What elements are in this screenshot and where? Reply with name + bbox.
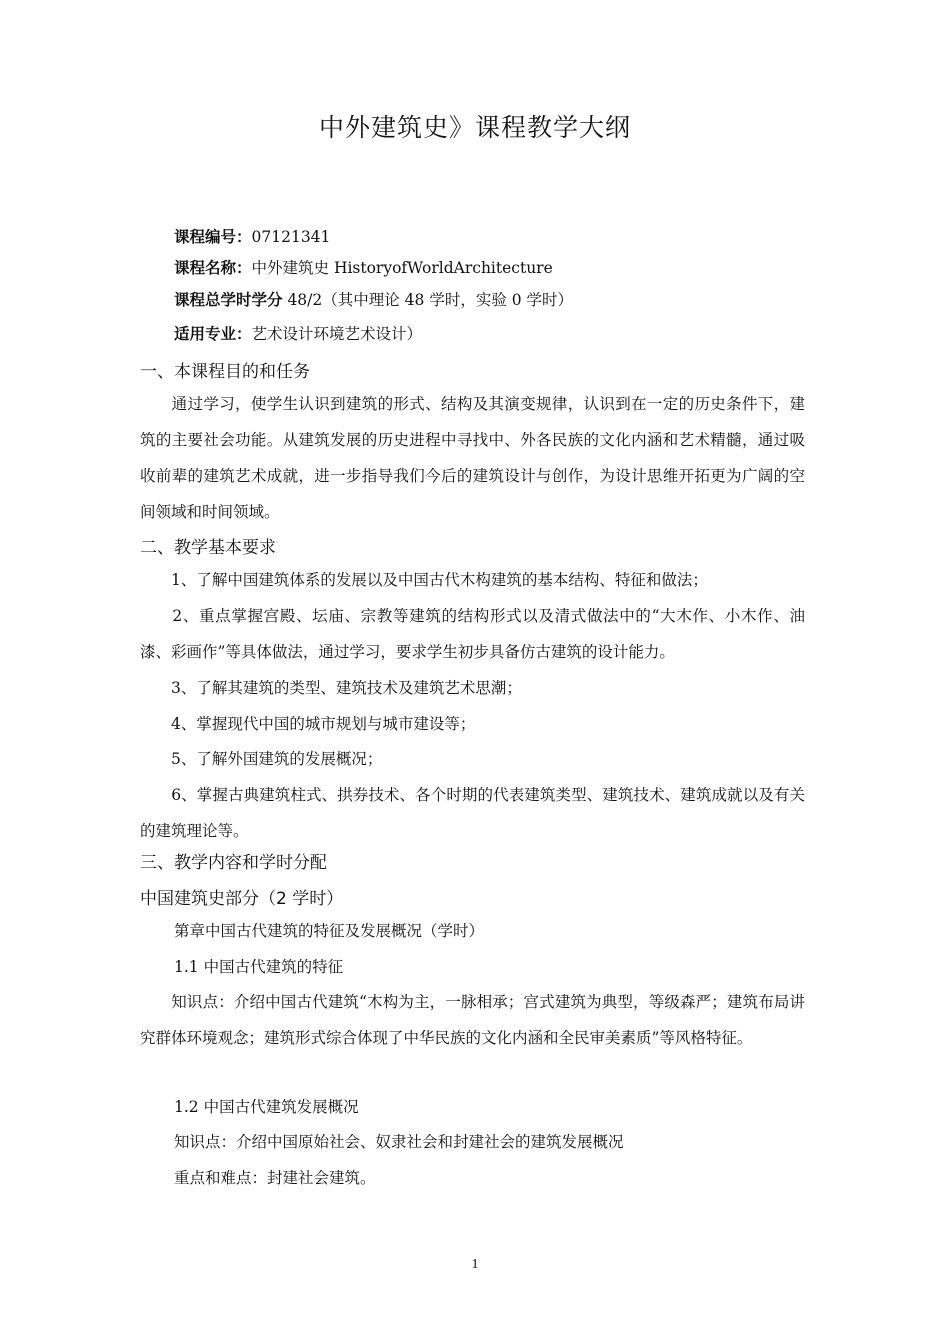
paragraph-purpose: 通过学习，使学生认识到建筑的形式、结构及其演变规律，认识到在一定的历史条件下，建筑的主要社会功能。从建筑发展的历史进程中寻找中、外各民族的文化内涵和艺术精髓，通过吸收前辈的建筑艺术成就，进一步指导我们今后的建筑设计与创作，为设计思维开拓更为广阔的空间领域和时间领域。 (140, 395, 805, 521)
requirement-item-4: 4、掌握现代中国的城市规划与城市建设等； (140, 715, 476, 733)
meta-label: 课程总学时学分 (174, 291, 283, 309)
subsection-1-2-key-points: 重点和难点：封建社会建筑。 (174, 1169, 376, 1187)
document-title: 中外建筑史》课程教学大纲 (318, 113, 631, 142)
requirement-item-3: 3、了解其建筑的类型、建筑技术及建筑艺术思潮； (140, 679, 522, 697)
meta-course-hours (174, 290, 573, 310)
subsection-title-1-1: 1.1 中国古代建筑的特征 (174, 958, 344, 976)
page-number: 1 (471, 1257, 479, 1272)
meta-major (174, 324, 422, 344)
subsection-1-1-knowledge: 知识点：介绍中国古代建筑“木构为主，一脉相承；宫式建筑为典型，等级森严；建筑布局讲究群体环境观念；建筑形式综合体现了中华民族的文化内涵和全民审美素质”等风格特征。 (140, 993, 805, 1047)
requirement-item-1: 1、了解中国建筑体系的发展以及中国古代木构建筑的基本结构、特征和做法； (140, 571, 708, 589)
chapter-title: 第章中国古代建筑的特征及发展概况（学时） (174, 922, 485, 940)
section-heading-content: 三、教学内容和学时分配 (140, 853, 327, 873)
requirement-item-6: 6、掌握古典建筑柱式、拱券技术、各个时期的代表建筑类型、建筑技术、建筑成就以及有关的建筑理论等。 (140, 786, 805, 840)
requirement-item-5: 5、了解外国建筑的发展概况； (140, 750, 383, 768)
requirement-item-2: 2、重点掌握宫殿、坛庙、宗教等建筑的结构形式以及清式做法中的“大木作、小木作、油漆、彩画作”等具体做法，通过学习，要求学生初步具备仿古建筑的设计能力。 (140, 607, 805, 661)
meta-value: 48/2（其中理论 48 学时，实验 0 学时） (282, 291, 574, 309)
subsection-1-2-knowledge: 知识点：介绍中国原始社会、奴隶社会和封建社会的建筑发展概况 (174, 1133, 624, 1151)
subsection-title-1-2: 1.2 中国古代建筑发展概况 (174, 1098, 359, 1116)
meta-value: 艺术设计环境艺术设计） (251, 325, 423, 343)
meta-label: 课程名称： (174, 259, 252, 277)
meta-course-code (174, 227, 330, 247)
section-heading-purpose: 一、本课程目的和任务 (140, 362, 310, 382)
meta-value: 中外建筑史 HistoryofWorldArchitecture (251, 259, 553, 277)
meta-label: 课程编号： (174, 228, 252, 246)
meta-label: 适用专业： (174, 325, 252, 343)
section-heading-requirements: 二、教学基本要求 (140, 538, 276, 558)
meta-value: 07121341 (251, 228, 331, 246)
part-heading-chinese-architecture: 中国建筑史部分（2 学时） (140, 889, 344, 909)
meta-course-name (174, 258, 553, 278)
